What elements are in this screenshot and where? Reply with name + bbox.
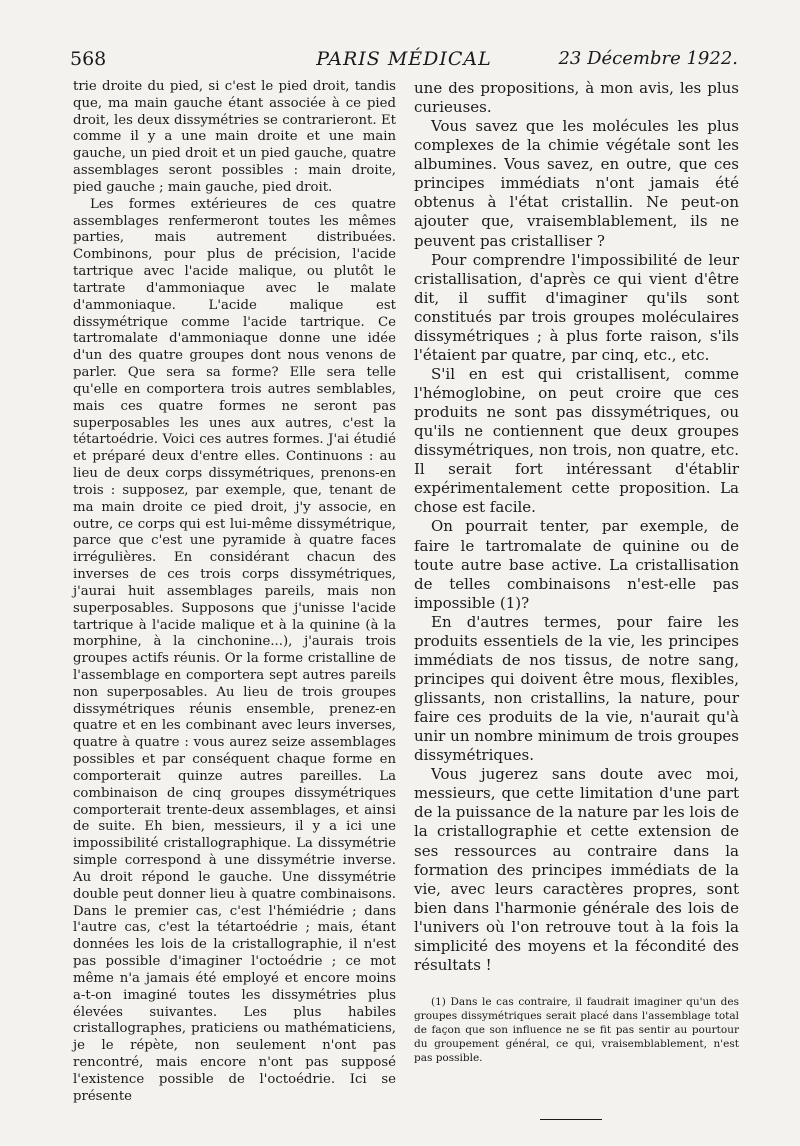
left-column: [73, 79, 396, 1106]
page-number: 568: [70, 48, 107, 70]
paragraph: une des propositions, à mon avis, les plus curieuses.: [414, 79, 739, 117]
right-column: [414, 79, 739, 1120]
paragraph: Les formes extérieures de ces quatre assemblages renfermeront toutes les mêmes parties, mais autrement distribuées. Combinons, pour plus de précision, l'acide tartrique avec l'acide malique, ou plutôt le tartrate d'ammoniaque avec le malate d'ammoniaque. L'acide malique est dissymétrique comme l'acide tartrique. Ce tartromalate d'ammoniaque donne une idée d'un des quatre groupes dont nous venons de parler. Que sera sa forme? Elle sera telle qu'elle en comportera trois autres semblables, mais ces quatre formes ne seront pas superposables les unes aux autres, c'est la tétartoédrie. Voici ces autres formes. J'ai étudié et préparé deux d'entre elles. Continuons : au lieu de deux corps dissymétriques, prenons-en trois : supposez, par exemple, que, tenant de ma main droite ce pied droit, j'y associe, en outre, ce corps qui est lui-même dissymétrique, parce que c'est une pyramide à quatre faces irrégulières. En considérant chacun des inverses de ces trois corps dissymétriques, j'aurai huit assemblages pareils, mais non superposables. Supposons que j'unisse l'acide tartrique à l'acide malique et à la quinine (à la morphine, à la cinchonine...), j'aurais trois groupes actifs réunis. Or la forme cristalline de l'assemblage en comportera sept autres pareils non superposables. Au lieu de trois groupes dissymétriques réunis ensemble, prenez-en quatre et en les combinant avec leurs inverses, quatre à quatre : vous aurez seize assemblages possibles et par conséquent chaque forme en comporterait quinze autres pareilles. La combinaison de cinq groupes dissymétriques comporterait trente-deux assemblages, et ainsi de suite. Eh bien, messieurs, il y a ici une impossibilité cristallographique. La dissymétrie simple correspond à une dissymétrie inverse. Au droit répond le gauche. Une dissymétrie double peut donner lieu à quatre combinaisons. Dans le premier cas, c'est l'hémiédrie ; dans l'autre cas, c'est la tétartoédrie ; mais, étant données les lois de la cristallographie, il n'est pas possible d'imaginer l'octoédrie ; ce mot même n'a jamais été employé et encore moins a-t-on imaginé toutes les dissymétries plus élevées suivantes. Les plus habiles cristallographes, praticiens ou mathématiciens, je le répète, non seulement n'ont pas rencontré, mais encore n'ont pas supposé l'existence possible de l'octoédrie. Ici se présente: [73, 196, 396, 1104]
issue-date: 23 Décembre 1922.: [558, 48, 738, 69]
section-divider: [540, 1119, 602, 1120]
paragraph: En d'autres termes, pour faire les produits essentiels de la vie, les principes immédiats de nos tissus, de notre sang, principes qui doivent être mous, flexibles, glissants, non cristallins, la nature, pour faire ces produits de la vie, n'aurait qu'à unir un nombre minimum de trois groupes dissymétriques.: [414, 612, 739, 765]
paragraph: On pourrait tenter, par exemple, de faire le tartromalate de quinine ou de toute autre base active. La cristallisation de telles combinaisons n'est-elle pas impossible (1)?: [414, 517, 739, 612]
paragraph: S'il en est qui cristallisent, comme l'hémoglobine, on peut croire que ces produits ne sont pas dissymétriques, ou qu'ils ne contiennent que deux groupes dissymétriques, non trois, non quatre, etc. Il serait fort intéressant d'établir expérimentalement cette proposition. La chose est facile.: [414, 364, 739, 517]
page-header: [70, 48, 738, 76]
journal-title: PARIS MÉDICAL: [316, 48, 492, 70]
paragraph: trie droite du pied, si c'est le pied droit, tandis que, ma main gauche étant associée à ce pied droit, les deux dissymétries se contrarieront. Et comme il y a une main droite et une main gauche, un pied droit et un pied gauche, quatre assemblages seront possibles : main droite, pied gauche ; main gauche, pied droit.: [73, 79, 396, 195]
paragraph: Vous savez que les molécules les plus complexes de la chimie végétale sont les albumines. Vous savez, en outre, que ces principes immédiats n'ont jamais été obtenus à l'état cristallin. Ne peut-on ajouter que, vraisemblablement, ils ne peuvent pas cristalliser ?: [414, 117, 739, 250]
paragraph: Pour comprendre l'impossibilité de leur cristallisation, d'après ce qui vient d'être dit, il suffit d'imaginer qu'ils sont constitués par trois groupes moléculaires dissymétriques ; à plus forte raison, s'ils l'étaient par quatre, par cinq, etc., etc.: [414, 250, 739, 364]
paragraph: Vous jugerez sans doute avec moi, messieurs, que cette limitation d'une part de la puissance de la nature par les lois de la cristallographie et cette extension de ses ressources au contraire dans la formation des principes immédiats de la vie, avec leurs caractères propres, sont bien dans l'harmonie générale des lois de l'univers où l'on retrouve tout à la fois la simplicité des moyens et la fécondité des résultats !: [414, 765, 739, 974]
footnote: (1) Dans le cas contraire, il faudrait imaginer qu'un des groupes dissymétriques serait placé dans l'assemblage total de façon que son influence ne se fit pas sentir au pourtour du groupement général, ce qui, vraisemblablement, n'est pas possible.: [414, 995, 739, 1064]
